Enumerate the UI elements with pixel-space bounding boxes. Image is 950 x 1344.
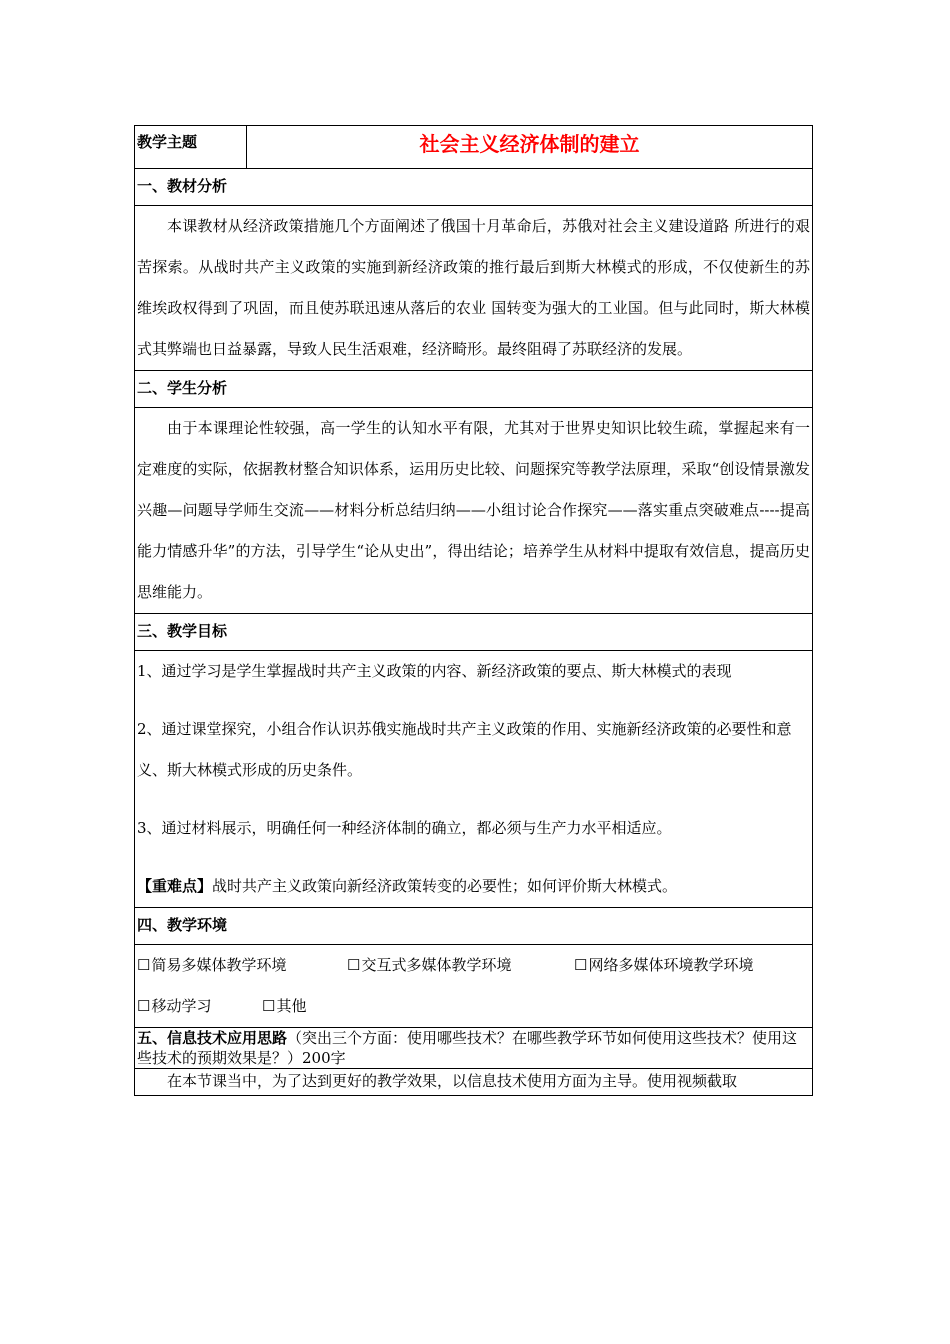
env-option-network[interactable]: ☐网络多媒体环境教学环境 — [574, 945, 753, 986]
env-option-interactive[interactable]: ☐交互式多媒体教学环境 — [347, 945, 574, 986]
section5-heading: 五、信息技术应用思路 — [137, 1029, 288, 1047]
lesson-title: 社会主义经济体制的建立 — [247, 126, 813, 169]
section-body-students — [135, 408, 813, 614]
section-body-it — [135, 1069, 813, 1096]
checkbox-icon[interactable]: ☐ — [574, 956, 588, 974]
key-points — [137, 866, 810, 907]
checkbox-icon[interactable]: ☐ — [347, 956, 361, 974]
section-heading-environment — [135, 908, 813, 945]
section2-text: 由于本课理论性较强，高一学生的认知水平有限，尤其对于世界史知识比较生疏，掌握起来有一定难度的实际，依据教材整合知识体系，运用历史比较、问题探究等教学法原理，采取“创设情景激发兴趣—问题导学师生交流——材料分析总结归纳——小组讨论合作探究——落实重点突破难点----提高能力情感升华”的方法，引导学生“论从史出”，得出结论；培养学生从材料中提取有效信息，提高历史思维能力。 — [137, 419, 810, 601]
checkbox-icon[interactable]: ☐ — [262, 997, 276, 1015]
section-body-environment — [135, 945, 813, 1028]
checkbox-icon[interactable]: ☐ — [137, 956, 151, 974]
env-option-other[interactable]: ☐其他 — [262, 986, 306, 1027]
env-option-mobile[interactable]: ☐移动学习 — [137, 986, 262, 1027]
env-row-1 — [137, 945, 810, 986]
lesson-plan-table — [134, 125, 813, 1096]
section-body-goals — [135, 651, 813, 908]
section-heading-textbook — [135, 169, 813, 206]
section4-heading: 四、教学环境 — [137, 916, 228, 934]
section3-heading: 三、教学目标 — [137, 622, 228, 640]
section-heading-goals — [135, 614, 813, 651]
section5-text: 在本节课当中，为了达到更好的教学效果，以信息技术使用方面为主导。使用视频截取 — [167, 1072, 738, 1090]
goal-3: 3、通过材料展示，明确任何一种经济体制的确立，都必须与生产力水平相适应。 — [137, 819, 672, 837]
goal-2: 2、通过课堂探究，小组合作认识苏俄实施战时共产主义政策的作用、实施新经济政策的必要性和意义、斯大林模式形成的历史条件。 — [137, 720, 792, 779]
key-points-label: 【重难点】 — [137, 877, 213, 895]
env-option-simple[interactable]: ☐简易多媒体教学环境 — [137, 945, 347, 986]
section-heading-it — [135, 1028, 813, 1069]
section1-heading: 一、教材分析 — [137, 177, 228, 195]
section-heading-students — [135, 371, 813, 408]
section1-text: 本课教材从经济政策措施几个方面阐述了俄国十月革命后，苏俄对社会主义建设道路 所进行的艰苦探索。从战时共产主义政策的实施到新经济政策的推行最后到斯大林模式的形成，不仅使新生的苏维埃政权得到了巩固，而且使苏联迅速从落后的农业 国转变为强大的工业国。但与此同时，斯大林模式其弊端也日益暴露，导致人民生活艰难，经济畸形。最终阻碍了苏联经济的发展。 — [137, 217, 810, 358]
checkbox-icon[interactable]: ☐ — [137, 997, 151, 1015]
section5-note: （突出三个方面：使用哪些技术？在哪些教学环节如何使用这些技术？使用这些技术的预期效果是？）200字 — [137, 1029, 798, 1067]
env-row-2 — [137, 986, 810, 1027]
key-points-text: 战时共产主义政策向新经济政策转变的必要性；如何评价斯大林模式。 — [212, 877, 678, 895]
goal-1: 1、通过学习是学生掌握战时共产主义政策的内容、新经济政策的要点、斯大林模式的表现 — [137, 662, 732, 680]
section2-heading: 二、学生分析 — [137, 379, 228, 397]
topic-label: 教学主题 — [135, 126, 247, 169]
section-body-textbook — [135, 206, 813, 371]
